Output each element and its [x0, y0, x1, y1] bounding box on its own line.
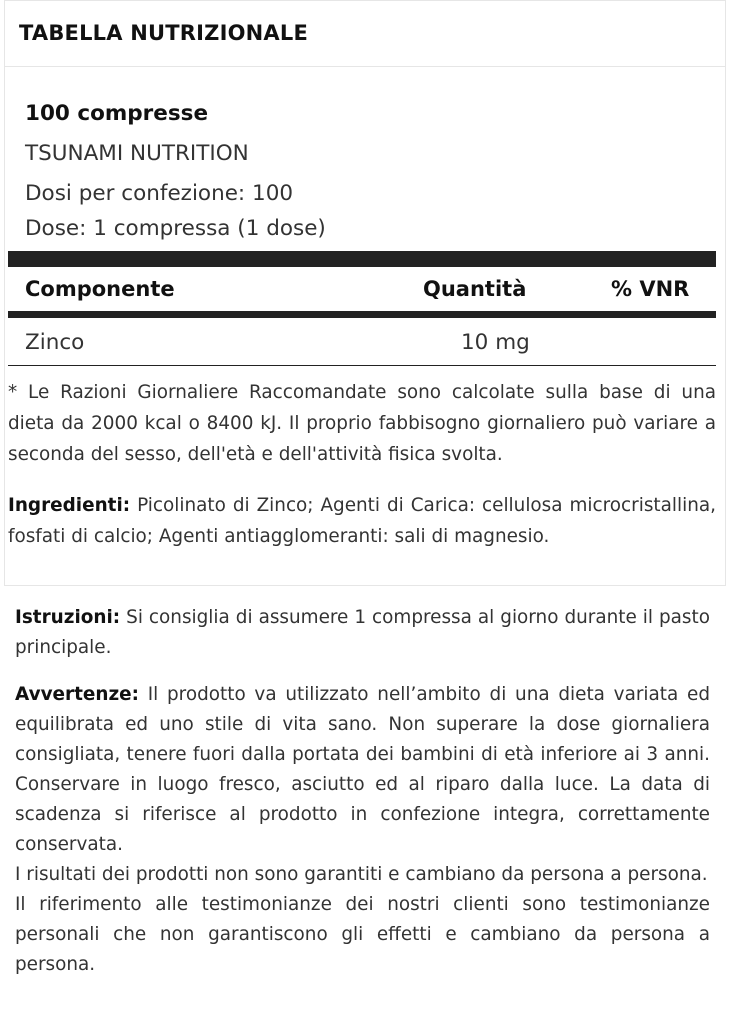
ingredients-text: Picolinato di Zinco; Agenti di Carica: cellulosa microcristallina, fosfati di calcio; Agenti antiagglomeranti: sali di magnesio. [8, 495, 716, 547]
brand-name: TSUNAMI NUTRITION [25, 141, 249, 166]
instructions-section [15, 603, 710, 663]
header-vnr: % VNR [611, 277, 690, 301]
warnings-section [15, 680, 710, 980]
warnings-label: Avvertenze: [15, 684, 139, 705]
warnings-text: Il prodotto va utilizzato nell’ambito di una dieta variata ed equilibrata ed uno stile di vita sano. Non superare la dose giornaliera consigliata, tenere fuori dalla portata dei bambini di età inferiore ai 3 anni. Conservare in luogo fresco, asciutto ed al riparo dalla luce. La data di scadenza si riferisce al prodotto in confezione integra, correttamente conservata. [15, 684, 710, 855]
panel-header [5, 1, 725, 67]
ingredients-section [8, 490, 716, 552]
dose-size: Dose: 1 compressa (1 dose) [25, 216, 326, 241]
header-component: Componente [25, 277, 175, 301]
panel-title: TABELLA NUTRIZIONALE [19, 21, 309, 45]
table-header-bar [8, 311, 716, 318]
table-top-bar [8, 251, 716, 267]
table-row-divider [8, 365, 716, 366]
doses-per-pack: Dosi per confezione: 100 [25, 181, 294, 206]
results-disclaimer: I risultati dei prodotti non sono garantiti e cambiano da persona a persona. [15, 864, 708, 885]
row-quantity: 10 mg [461, 330, 530, 355]
package-count: 100 compresse [25, 101, 209, 126]
rda-footnote: * Le Razioni Giornaliere Raccomandate sono calcolate sulla base di una dieta da 2000 kcal o 8400 kJ. Il proprio fabbisogno giornaliero può variare a seconda del sesso, dell'età e dell'attività fisica svolta. [8, 382, 716, 465]
row-component: Zinco [25, 330, 85, 355]
header-quantity: Quantità [423, 277, 527, 301]
instructions-label: Istruzioni: [15, 607, 121, 628]
warnings-paragraph [15, 680, 710, 860]
testimonials-disclaimer: Il riferimento alle testimonianze dei nostri clienti sono testimonianze personali che non garantiscono gli effetti e cambiano da persona a persona. [15, 894, 710, 975]
instructions-text: Si consiglia di assumere 1 compressa al giorno durante il pasto principale. [15, 607, 710, 658]
ingredients-label: Ingredienti: [8, 495, 131, 516]
